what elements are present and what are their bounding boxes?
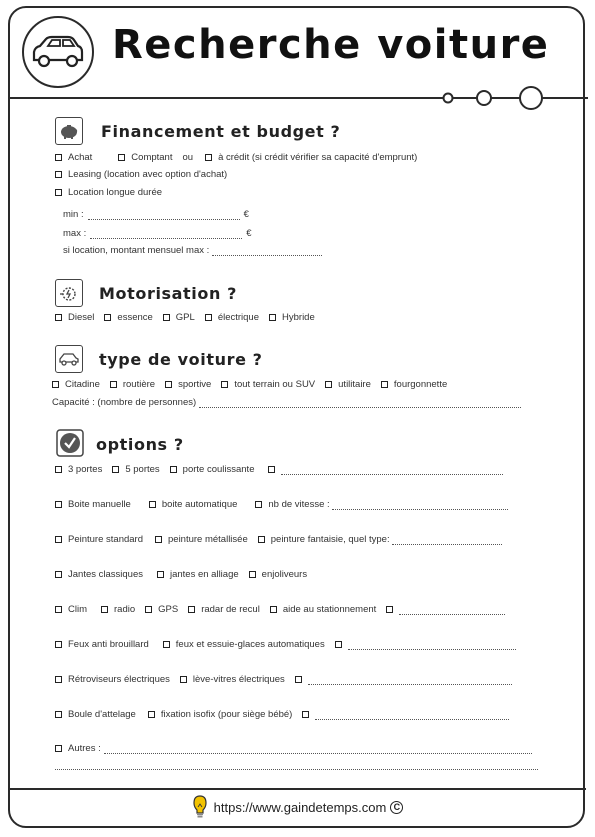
footer [0, 795, 595, 819]
mensuel-label: si location, montant mensuel max : [63, 245, 210, 256]
other-elec-field[interactable] [308, 675, 512, 685]
electrique-label: électrique [217, 312, 260, 323]
fourgonnette-label: fourgonnette [393, 379, 448, 390]
5-portes-label: 5 portes [125, 464, 160, 475]
citadine-label: Citadine [65, 379, 100, 390]
capacite-field[interactable] [199, 398, 521, 408]
essence-label: essence [117, 312, 153, 323]
radio-label: radio [114, 604, 136, 615]
feux-brouillard-label: Feux anti brouillard [68, 639, 149, 650]
leve-vitres-label: lève-vitres électriques [192, 674, 285, 685]
isofix-label: fixation isofix (pour siège bébé) [160, 709, 293, 720]
copyright-icon: C [390, 801, 403, 814]
comptant-checkbox[interactable] [118, 154, 125, 161]
engine-icon [55, 279, 83, 307]
comptant-label: Comptant [131, 152, 173, 163]
motorisation-title: Motorisation ? [99, 284, 238, 303]
nb-vitesse-field[interactable] [332, 500, 508, 510]
achat-checkbox[interactable] [55, 154, 62, 161]
clim-checkbox[interactable] [55, 606, 62, 613]
capacite-label: Capacité : (nombre de personnes) [52, 397, 197, 408]
diesel-checkbox[interactable] [55, 314, 62, 321]
autres-label: Autres : [68, 743, 101, 754]
leasing-label: Leasing (location avec option d'achat) [68, 169, 228, 180]
options-title: options ? [96, 435, 184, 454]
fourgonnette-checkbox[interactable] [381, 381, 388, 388]
nb-vitesse-label: nb de vitesse : [268, 499, 330, 510]
leve-vitres-checkbox[interactable] [180, 676, 187, 683]
feux-brouillard-checkbox[interactable] [55, 641, 62, 648]
aide-stationnement-label: aide au stationnement [282, 604, 377, 615]
other-misc-field[interactable] [315, 710, 509, 720]
3-portes-label: 3 portes [68, 464, 103, 475]
hybride-label: Hybride [282, 312, 315, 323]
aide-stationnement-checkbox[interactable] [270, 606, 277, 613]
enjoliveurs-checkbox[interactable] [249, 571, 256, 578]
logo [22, 16, 94, 88]
ou-label: ou [182, 152, 194, 163]
title-divider [9, 97, 439, 99]
decorative-circles [438, 86, 588, 110]
peinture-metallisee-label: peinture métallisée [168, 534, 248, 545]
retroviseurs-checkbox[interactable] [55, 676, 62, 683]
achat-label: Achat [68, 152, 93, 163]
min-label: min : [63, 209, 84, 220]
other-misc-checkbox[interactable] [302, 711, 309, 718]
electrique-checkbox[interactable] [205, 314, 212, 321]
location-checkbox[interactable] [55, 189, 62, 196]
attelage-checkbox[interactable] [55, 711, 62, 718]
feux-auto-label: feux et essuie-glaces automatiques [175, 639, 325, 650]
boite-auto-label: boite automatique [161, 499, 238, 510]
type-title: type de voiture ? [99, 350, 263, 369]
max-euro: € [246, 228, 252, 239]
citadine-checkbox[interactable] [52, 381, 59, 388]
leasing-checkbox[interactable] [55, 171, 62, 178]
peinture-standard-checkbox[interactable] [55, 536, 62, 543]
boite-manuelle-checkbox[interactable] [55, 501, 62, 508]
routiere-label: routière [122, 379, 156, 390]
enjoliveurs-label: enjoliveurs [261, 569, 308, 580]
boite-manuelle-label: Boite manuelle [68, 499, 131, 510]
autres-field[interactable] [104, 744, 532, 754]
lightbulb-icon [192, 795, 208, 819]
sportive-checkbox[interactable] [165, 381, 172, 388]
peinture-metallisee-checkbox[interactable] [155, 536, 162, 543]
essence-checkbox[interactable] [104, 314, 111, 321]
utilitaire-checkbox[interactable] [325, 381, 332, 388]
peinture-fantaisie-field[interactable] [392, 535, 502, 545]
sportive-label: sportive [178, 379, 212, 390]
radar-checkbox[interactable] [188, 606, 195, 613]
other-doors-checkbox[interactable] [268, 466, 275, 473]
page-title: Recherche voiture [112, 22, 550, 68]
credit-checkbox[interactable] [205, 154, 212, 161]
mensuel-field[interactable] [212, 246, 322, 256]
5-portes-checkbox[interactable] [112, 466, 119, 473]
radar-label: radar de recul [201, 604, 260, 615]
autres-checkbox[interactable] [55, 745, 62, 752]
3-portes-checkbox[interactable] [55, 466, 62, 473]
attelage-label: Boule d'attelage [68, 709, 136, 720]
car-icon [30, 32, 86, 72]
gps-checkbox[interactable] [145, 606, 152, 613]
peinture-fantaisie-label: peinture fantaisie, quel type: [270, 534, 390, 545]
gpl-label: GPL [175, 312, 195, 323]
gpl-checkbox[interactable] [163, 314, 170, 321]
jantes-alliage-checkbox[interactable] [157, 571, 164, 578]
porte-coulissante-label: porte coulissante [182, 464, 255, 475]
other-equip-checkbox[interactable] [386, 606, 393, 613]
routiere-checkbox[interactable] [110, 381, 117, 388]
car-icon [55, 345, 83, 373]
suv-checkbox[interactable] [221, 381, 228, 388]
other-lights-checkbox[interactable] [335, 641, 342, 648]
diesel-label: Diesel [68, 312, 95, 323]
jantes-classiques-checkbox[interactable] [55, 571, 62, 578]
peinture-standard-label: Peinture standard [68, 534, 143, 545]
utilitaire-label: utilitaire [338, 379, 371, 390]
autres-field-line-2[interactable] [55, 769, 538, 770]
footer-divider [9, 788, 586, 790]
other-lights-field[interactable] [348, 640, 516, 650]
hybride-checkbox[interactable] [269, 314, 276, 321]
min-euro: € [243, 209, 249, 220]
nb-vitesse-checkbox[interactable] [255, 501, 262, 508]
other-elec-checkbox[interactable] [295, 676, 302, 683]
porte-coulissante-checkbox[interactable] [170, 466, 177, 473]
checkmark-icon [56, 429, 84, 457]
suv-label: tout terrain ou SUV [234, 379, 316, 390]
clim-label: Clim [68, 604, 87, 615]
radio-checkbox[interactable] [101, 606, 108, 613]
feux-auto-checkbox[interactable] [163, 641, 170, 648]
footer-url[interactable]: https://www.gaindetemps.com [213, 799, 387, 815]
credit-label: à crédit (si crédit vérifier sa capacité d'emprunt) [218, 152, 418, 163]
gps-label: GPS [158, 604, 179, 615]
max-field[interactable] [90, 229, 242, 239]
boite-auto-checkbox[interactable] [149, 501, 156, 508]
other-doors-field[interactable] [281, 465, 503, 475]
location-label: Location longue durée [68, 187, 163, 198]
peinture-fantaisie-checkbox[interactable] [258, 536, 265, 543]
min-field[interactable] [88, 210, 240, 220]
financement-title: Financement et budget ? [101, 122, 341, 141]
piggy-bank-icon [55, 117, 83, 145]
max-label: max : [63, 228, 87, 239]
retroviseurs-label: Rétroviseurs électriques [68, 674, 170, 685]
jantes-alliage-label: jantes en alliage [169, 569, 239, 580]
other-equip-field[interactable] [399, 605, 505, 615]
isofix-checkbox[interactable] [148, 711, 155, 718]
jantes-classiques-label: Jantes classiques [68, 569, 143, 580]
